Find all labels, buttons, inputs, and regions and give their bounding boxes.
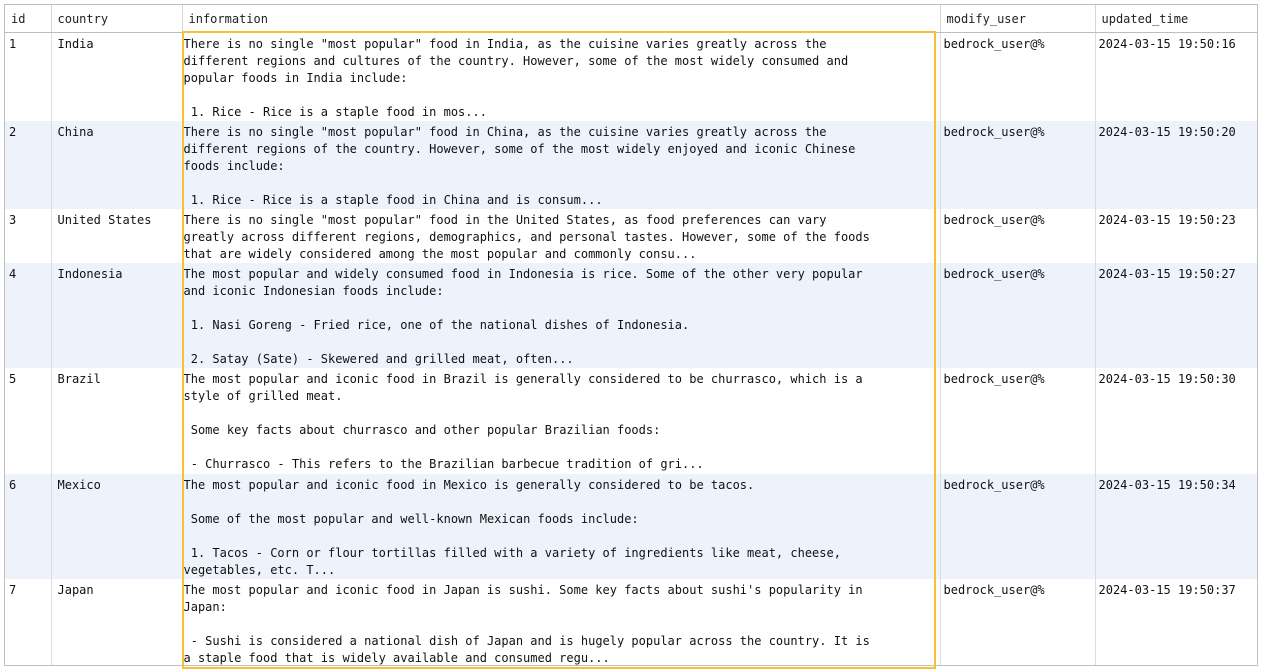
results-grid	[4, 4, 1258, 666]
cell-information[interactable]: The most popular and iconic food in Brazil is generally considered to be churrasco, which is a style of grilled meat. Some key facts about churrasco and other popular Brazilian foods: - Churrasco - This refers to the Brazilian barbecue tradition of gri...	[182, 368, 940, 474]
cell-updated-time[interactable]: 2024-03-15 19:50:27	[1095, 263, 1257, 368]
cell-updated-time[interactable]: 2024-03-15 19:50:16	[1095, 33, 1257, 122]
cell-modify-user[interactable]: bedrock_user@%	[940, 579, 1095, 666]
column-header-information[interactable]: information	[182, 5, 940, 33]
cell-modify-user[interactable]: bedrock_user@%	[940, 263, 1095, 368]
cell-updated-time[interactable]: 2024-03-15 19:50:20	[1095, 121, 1257, 209]
cell-modify-user[interactable]: bedrock_user@%	[940, 33, 1095, 122]
cell-information[interactable]: The most popular and iconic food in Japan is sushi. Some key facts about sushi's popularity in Japan: - Sushi is considered a national dish of Japan and is hugely popular across the country. It is a staple food that is widely available and consumed regu...	[182, 579, 940, 666]
cell-country[interactable]: China	[51, 121, 182, 209]
column-header-id[interactable]: id	[5, 5, 51, 33]
results-table	[5, 5, 1258, 666]
cell-country[interactable]: Indonesia	[51, 263, 182, 368]
cell-updated-time[interactable]: 2024-03-15 19:50:23	[1095, 209, 1257, 263]
cell-country[interactable]: United States	[51, 209, 182, 263]
table-row[interactable]	[5, 474, 1257, 579]
table-row[interactable]	[5, 33, 1257, 122]
cell-id[interactable]: 1	[5, 33, 51, 122]
cell-updated-time[interactable]: 2024-03-15 19:50:37	[1095, 579, 1257, 666]
column-header-country[interactable]: country	[51, 5, 182, 33]
cell-id[interactable]: 5	[5, 368, 51, 474]
cell-id[interactable]: 7	[5, 579, 51, 666]
table-row[interactable]	[5, 121, 1257, 209]
header-row	[5, 5, 1257, 33]
table-row[interactable]	[5, 263, 1257, 368]
cell-modify-user[interactable]: bedrock_user@%	[940, 209, 1095, 263]
table-row[interactable]	[5, 209, 1257, 263]
cell-country[interactable]: India	[51, 33, 182, 122]
cell-country[interactable]: Japan	[51, 579, 182, 666]
cell-information[interactable]: There is no single "most popular" food in the United States, as food preferences can vary greatly across different regions, demographics, and personal tastes. However, some of the foods that are widely considered among the most popular and commonly consu...	[182, 209, 940, 263]
cell-information[interactable]: There is no single "most popular" food in India, as the cuisine varies greatly across the different regions and cultures of the country. However, some of the most widely consumed and popular foods in India include: 1. Rice - Rice is a staple food in mos...	[182, 33, 940, 122]
cell-modify-user[interactable]: bedrock_user@%	[940, 121, 1095, 209]
cell-id[interactable]: 6	[5, 474, 51, 579]
cell-modify-user[interactable]: bedrock_user@%	[940, 368, 1095, 474]
cell-information[interactable]: The most popular and widely consumed food in Indonesia is rice. Some of the other very popular and iconic Indonesian foods include: 1. Nasi Goreng - Fried rice, one of the national dishes of Indonesia. 2. Satay (Sate) - Skewered and grilled meat, often...	[182, 263, 940, 368]
cell-country[interactable]: Mexico	[51, 474, 182, 579]
cell-information[interactable]: The most popular and iconic food in Mexico is generally considered to be tacos. Some of the most popular and well-known Mexican foods include: 1. Tacos - Corn or flour tortillas filled with a variety of ingredients like meat, cheese, vegetables, etc. T...	[182, 474, 940, 579]
cell-updated-time[interactable]: 2024-03-15 19:50:30	[1095, 368, 1257, 474]
column-header-updated-time[interactable]: updated_time	[1095, 5, 1257, 33]
cell-id[interactable]: 3	[5, 209, 51, 263]
cell-id[interactable]: 4	[5, 263, 51, 368]
cell-country[interactable]: Brazil	[51, 368, 182, 474]
cell-information[interactable]: There is no single "most popular" food in China, as the cuisine varies greatly across the different regions of the country. However, some of the most widely enjoyed and iconic Chinese foods include: 1. Rice - Rice is a staple food in China and is consum...	[182, 121, 940, 209]
table-row[interactable]	[5, 368, 1257, 474]
table-row[interactable]	[5, 579, 1257, 666]
column-header-modify-user[interactable]: modify_user	[940, 5, 1095, 33]
cell-id[interactable]: 2	[5, 121, 51, 209]
cell-updated-time[interactable]: 2024-03-15 19:50:34	[1095, 474, 1257, 579]
cell-modify-user[interactable]: bedrock_user@%	[940, 474, 1095, 579]
